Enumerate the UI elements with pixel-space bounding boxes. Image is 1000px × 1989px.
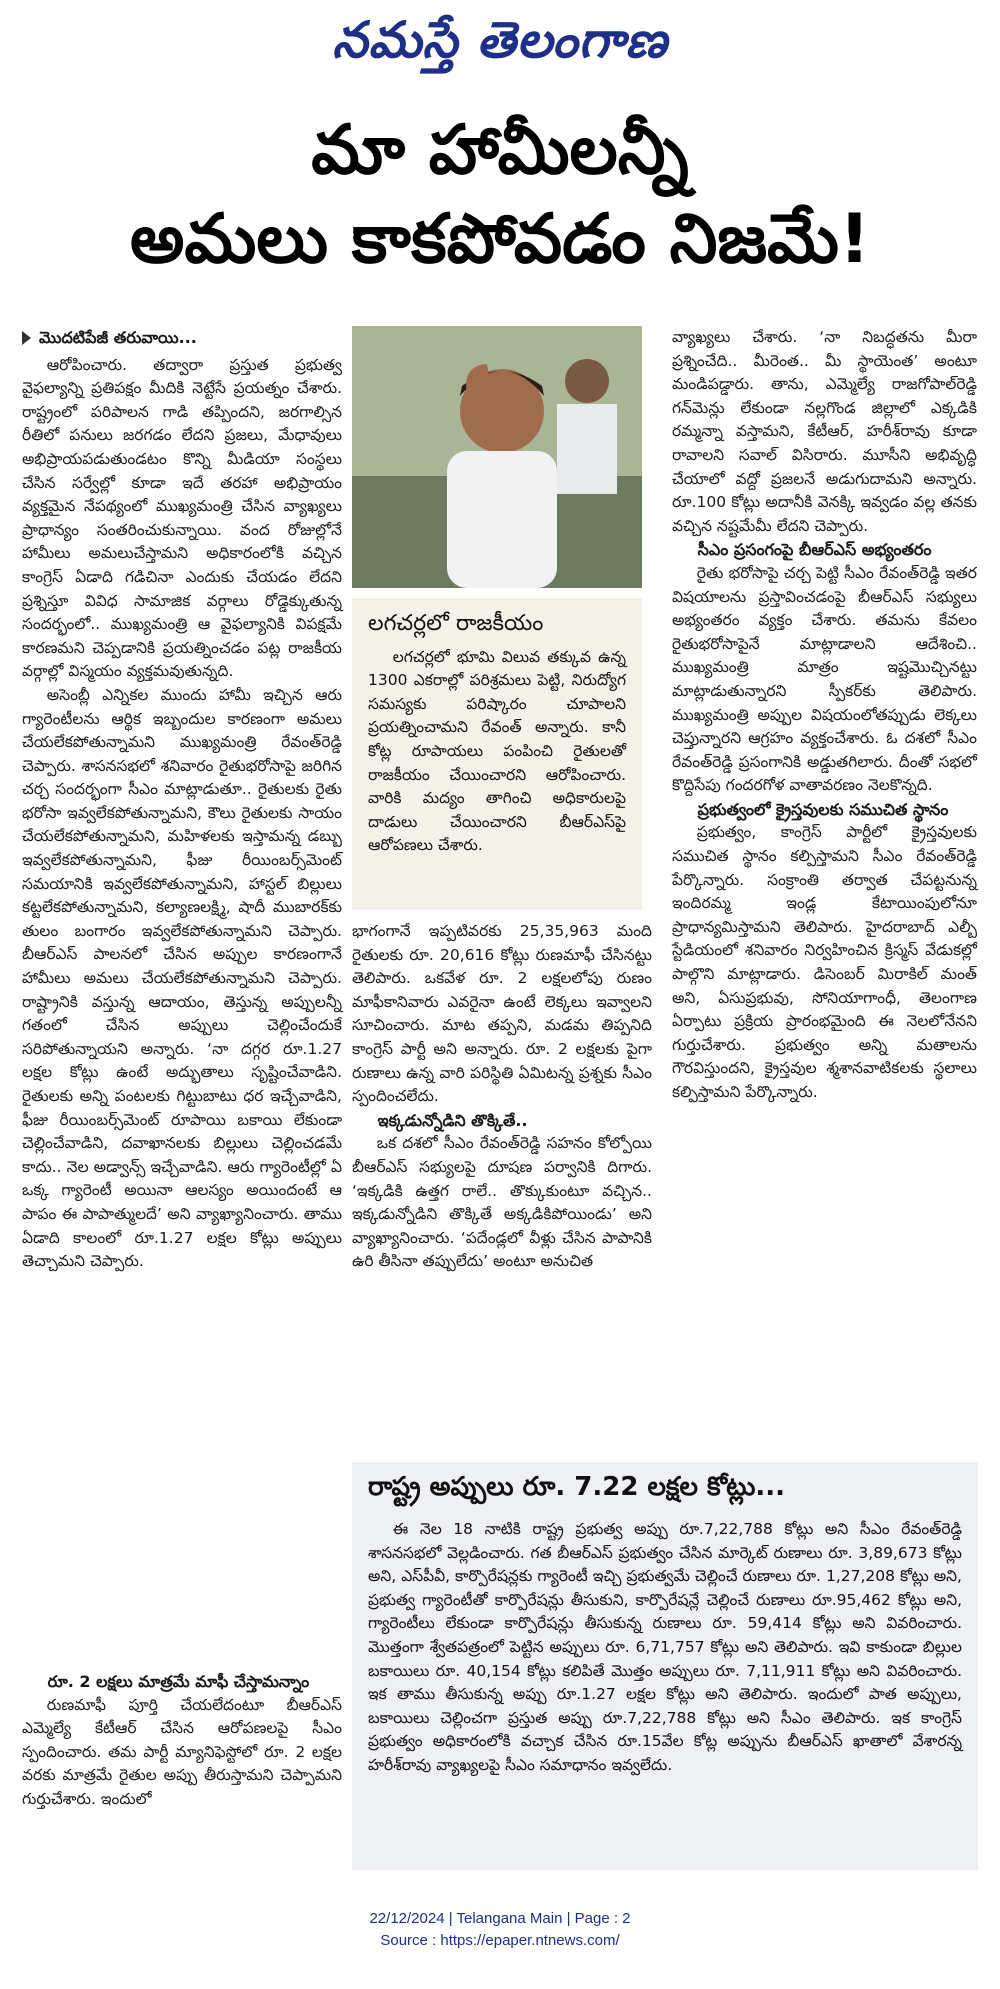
headline (0, 108, 1000, 286)
column-3 (672, 326, 977, 1105)
paragraph: ఒక దశలో సీఎం రేవంత్‌రెడ్డి సహనం కోల్పోయి బీఆర్‌ఎస్ సభ్యులపై దూషణ పర్వానికి దిగారు. ‘ఇక్కడికి ఉత్తగ రాలే.. తొక్కుకుంటూ వచ్చిన.. ఇక్కడున్నోడిని తొక్కితే అక్కడికిపోయిండు’ అని వ్యాఖ్యానించారు. ‘పదేండ్లలో వీళ్లు చేసిన పాపానికి ఉరి తీసినా తప్పులేదు’ అంటూ అనుచిత (352, 1134, 652, 1271)
paragraph: అసెంబ్లీ ఎన్నికల ముందు హామీ ఇచ్చిన ఆరు గ్యారెంటీలను ఆర్థిక ఇబ్బందుల కారణంగా అమలు చేయలేకపోతున్నామని ముఖ్యమంత్రి రేవంత్‌రెడ్డి చెప్పారు. శాసనసభలో శనివారం రైతుభరోసాపై జరిగిన చర్చ సందర్భంగా సీఎం మాట్లాడుతూ.. రైతులకు రైతు భరోసా ఇవ్వలేకపోతున్నామని, కౌలు రైతులకు సాయం చేయలేకపోతున్నామని, మహిళలకు ఇస్తామన్న డబ్బు ఇవ్వలేకపోతున్నామని, ఫీజు రీయింబర్స్‌మెంట్ సమయానికి ఇవ్వలేకపోతున్నామని, హాస్టల్ బిల్లులు కట్టలేకపోతున్నామని, కల్యాణలక్ష్మి, షాదీ ముబారక్‌కు తులం బంగారం ఇవ్వలేకపోతున్నామని చెప్పారు. బీఆర్‌ఎస్ పాలనలో చేసిన అప్పుల కారణంగానే హామీలు అమలు చేయలేకపోతున్నామని చెప్పారు. రాష్ట్రానికి వస్తున్న ఆదాయం, తెస్తున్న అప్పులన్నీ గతంలో చేసిన అప్పులు చెల్లించేందుకే సరిపోతున్నాయని అన్నారు. ‘నా దగ్గర రూ.1.27 లక్షల కోట్లు ఉంటే అద్భుతాలు సృష్టించేవాడిని. రైతులకు అన్ని పంటలకు గిట్టుబాటు ధర ఇచ్చేవాడిని, ఫీజు రీయింబర్స్‌మెంట్ రూపాయి బకాయి లేకుండా చెల్లించేవాడిని, దవాఖానలకు బిల్లులు చెల్లించడమే కాదు.. నెల అడ్వాన్స్ ఇచ్చేవాడిని. ఆరు గ్యారెంటీల్లో ఏ ఒక్క గ్యారెంటీ అయినా ఆలస్యం అయిందంటే ఆ పాపం ఈ పాపాత్ములదే’ అని వ్యాఖ్యానించారు. తాము ఏడాది కాలంలో రూ.1.27 లక్షల కోట్లు అప్పులు తెచ్చామని చెప్పారు. (22, 685, 342, 1271)
news-photo (352, 326, 642, 588)
headline-line-1: మా హామీలన్నీ (311, 111, 689, 190)
column-1-lower (22, 1670, 342, 1812)
subheading: రూ. 2 లక్షలు మాత్రమే మాఫీ చేస్తామన్నాం (47, 1672, 310, 1691)
edition-info: 22/12/2024 | Telangana Main | Page : 2 (369, 1910, 631, 1927)
debt-panel-title: రాష్ట్ర అప్పులు రూ. 7.22 లక్షల కోట్లు... (368, 1472, 785, 1502)
newspaper-name: నమస్తే తెలంగాణ (332, 10, 668, 69)
arrow-icon (22, 331, 31, 345)
sidebar-box-title: లగచర్లలో రాజకీయం (368, 611, 544, 636)
page-footer (0, 1908, 1000, 1952)
subheading: ప్రభుత్వంలో క్రైస్తవులకు సముచిత స్థానం (697, 799, 949, 819)
column-1 (22, 326, 342, 1274)
person-photo-icon (352, 326, 642, 588)
source-link[interactable]: Source : https://epaper.ntnews.com/ (380, 1932, 620, 1949)
paragraph: వ్యాఖ్యలు చేశారు. ‘నా నిబద్ధతను మీరా ప్రశ్నించేది.. మీరెంత.. మీ స్థాయెంత’ అంటూ మండిపడ్డారు. తాను, ఎమ్మెల్యే రాజగోపాల్‌రెడ్డి గన్‌మెన్లు లేకుండా నల్లగొండ జిల్లాలో ఎక్కడికి రమ్మన్నా వస్తామని, కేటీఆర్, హరీశ్‌రావు కూడా రావాలని సవాల్ విసిరారు. మూసీని అభివృద్ధి చేయాలో వద్దో ప్రజలనే అడుగుదామని అన్నారు. రూ.100 కోట్లు అదానీకి వెనక్కి ఇవ్వడం వల్ల తనకు వచ్చిన నష్టమేమీ లేదని చెప్పారు. (672, 328, 977, 535)
paragraph: ఈ నెల 18 నాటికి రాష్ట్ర ప్రభుత్వ అప్పు రూ.7,22,788 కోట్లు అని సీఎం రేవంత్‌రెడ్డి శాసనసభలో వెల్లడించారు. గత బీఆర్‌ఎస్ ప్రభుత్వం చేసిన మార్కెట్ రుణాలు రూ. 3,89,673 కోట్లు అని, ఎస్‌పీవీ, కార్పొరేషన్లకు గ్యారెంటీ ఇచ్చి ప్రభుత్వమే చెల్లించే రుణాలు రూ. 1,27,208 కోట్లు అని, ప్రభుత్వ గ్యారెంటీతో కార్పొరేషన్లు తీసుకుని, కార్పొరేషన్లే చెల్లించే రుణాలు రూ.95,462 కోట్లు అని, గ్యారెంటీలు లేకుండా కార్పొరేషన్లు తీసుకున్న రుణాలు రూ. 59,414 కోట్లు అని వివరించారు. మొత్తంగా శ్వేతపత్రంలో పెట్టిన అప్పులు రూ. 6,71,757 కోట్లు అని తెలిపారు. ఇవి కాకుండా బిల్లుల బకాయిలు రూ. 40,154 కోట్లు కలిపితే మొత్తం అప్పులు రూ. 7,11,911 కోట్లు అని వివరించారు. ఇక తాము తీసుకున్న అప్పు రూ.1.27 లక్షల కోట్లు అని తెలిపారు. ఇందులో పాత అప్పులు, బకాయిలు చెల్లించగా ప్రస్తుత అప్పు రూ.7,22,788 కోట్లు అని సీఎం తెలిపారు. ఇక కాంగ్రెస్ ప్రభుత్వం అధికారంలోకి వచ్చాక చేసిన రూ.15వేల కోట్ల అప్పును బీఆర్‌ఎస్ ఖాతాలో వేశారన్న హరీశ్‌రావు వ్యాఖ్యలపై సీఎం సమాధానం ఇవ్వలేదు. (368, 1520, 962, 1774)
subheading: ఇక్కడున్నోడిని తొక్కితే.. (377, 1110, 528, 1130)
continuation-kicker (22, 326, 342, 350)
column-2 (352, 920, 652, 1274)
debt-panel-body (368, 1518, 962, 1778)
kicker-text: మొదటిపేజీ తరువాయి... (39, 328, 197, 347)
debt-panel (352, 1462, 978, 1870)
headline-line-2: అమలు కాకపోవడం నిజమే! (129, 200, 870, 279)
paragraph: భాగంగానే ఇప్పటివరకు 25,35,963 మంది రైతులకు రూ. 20,616 కోట్లు రుణమాఫీ చేసినట్టు తెలిపారు. ఒకవేళ రూ. 2 లక్షలలోపు రుణం మాఫీకానివారు ఎవరైనా ఉంటే లెక్కలు ఇవ్వాలని సూచించారు. మాట తప్పని, మడమ తిప్పనిది కాంగ్రెస్ పార్టీ అని అన్నారు. రూ. 2 లక్షలకు పైగా రుణాలు ఉన్న వారి పరిస్థితి ఏమిటన్న ప్రశ్నకు సీఎం స్పందించలేదు. (352, 922, 652, 1106)
sidebar-box (352, 598, 642, 910)
paragraph: రైతు భరోసాపై చర్చ పెట్టి సీఎం రేవంత్‌రెడ్డి ఇతర విషయాలను ప్రస్తావించడంపై బీఆర్‌ఎస్ సభ్యులు అభ్యంతరం వ్యక్తం చేశారు. తమను కేవలం రైతుభరోసాపైనే మాట్లాడాలని ఆదేశించి.. ముఖ్యమంత్రి మాత్రం ఇష్టమొచ్చినట్టు మాట్లాడుతున్నారని స్పీకర్‌కు తెలిపారు. ముఖ్యమంత్రి అప్పుల విషయంలోతప్పుడు లెక్కలు చెప్తున్నారని ఆగ్రహం వ్యక్తంచేశారు. ఓ దశలో సీఎం రేవంత్‌రెడ్డి ప్రసంగానికి అడ్డుతగిలారు. దీంతో సభలో కొద్దిసేపు గందరగోళ వాతావరణం నెలకొన్నది. (672, 563, 977, 795)
paragraph: ఆరోపించారు. తద్వారా ప్రస్తుత ప్రభుత్వ వైఫల్యాన్ని ప్రతిపక్షం మీదికి నెట్టేసే ప్రయత్నం చేశారు. రాష్ట్రంలో పరిపాలన గాడి తప్పిందని, జరగాల్సిన రీతిలో పనులు జరగడం లేదని ప్రజలు, మేధావులు అభిప్రాయపడుతుండటం కొన్ని మీడియా సంస్థలు చేసిన సర్వేల్లో కూడా ఇదే తరహా అభిప్రాయం వ్యక్తమైన నేపథ్యంలో ముఖ్యమంత్రి చేసిన వ్యాఖ్యలు ప్రాధాన్యం సంతరించుకున్నాయి. వంద రోజుల్లోనే హామీలు అమలుచేస్తామని అధికారంలోకి వచ్చిన కాంగ్రెస్ ఏడాది గడిచినా ఎందుకు చేయడం లేదని ప్రశ్నిస్తూ వివిధ సామాజిక వర్గాలు రోడ్డెక్కుతున్న సందర్భంలో.. ముఖ్యమంత్రి ఆ వైఫల్యానికి విపక్షమే కారణమని చెప్పడానికి ప్రయత్నించడం పట్ల రాజకీయ వర్గాల్లో విస్మయం వ్యక్తమవుతున్నది. (22, 355, 342, 681)
paragraph: లగచర్లలో భూమి విలువ తక్కువ ఉన్న 1300 ఎకరాల్లో పరిశ్రమలు పెట్టి, నిరుద్యోగ సమస్యకు పరిష్కారం చూపాలని ప్రయత్నించామని రేవంత్ అన్నారు. కానీ కోట్ల రూపాయలు పంపించి రైతులతో రాజకీయం చేయించారని ఆరోపించారు. వారికి మద్యం తాగించి అధికారులపై దాడులు చేయించారని బీఆర్‌ఎస్‌పై ఆరోపణలు చేశారు. (368, 647, 626, 855)
paragraph: ప్రభుత్వం, కాంగ్రెస్ పార్టీలో క్రైస్తవులకు సముచిత స్థానం కల్పిస్తామని సీఎం రేవంత్‌రెడ్డి పేర్కొన్నారు. సంక్రాంతి తర్వాత చేపట్టనున్న ఇందిరమ్మ ఇండ్ల కేటాయింపులోనూ ప్రాధాన్యమిస్తామని తెలిపారు. హైదరాబాద్ ఎల్బీ స్టేడియంలో శనివారం నిర్వహించిన క్రిస్మస్ వేడుకల్లో పాల్గొని మాట్లాడారు. డిసెంబర్ మిరాకిల్ మంత్ అని, ఏసుప్రభువు, సోనియాగాంధీ, తెలంగాణ ఏర్పాటు ప్రక్రియ ప్రారంభమైంది ఈ నెలలోనేనని గుర్తుచేశారు. ప్రభుత్వం అన్ని మతాలను గౌరవిస్తుందని, క్రైస్తవుల శ్మశానవాటికలకు స్థలాలు కల్పిస్తామని పేర్కొన్నారు. (672, 823, 977, 1101)
masthead (0, 0, 1000, 92)
subheading: సీఎం ప్రసంగంపై బీఆర్‌ఎస్ అభ్యంతరం (697, 540, 932, 560)
paragraph: రుణమాఫీ పూర్తి చేయలేదంటూ బీఆర్‌ఎస్ ఎమ్మెల్యే కేటీఆర్ చేసిన ఆరోపణలపై సీఎం స్పందించారు. తమ పార్టీ మ్యానిఫెస్టోలో రూ. 2 లక్షల వరకు మాత్రమే రైతుల అప్పు తీరుస్తామని చెప్పామని గుర్తుచేశారు. ఇందులో (22, 1695, 342, 1808)
